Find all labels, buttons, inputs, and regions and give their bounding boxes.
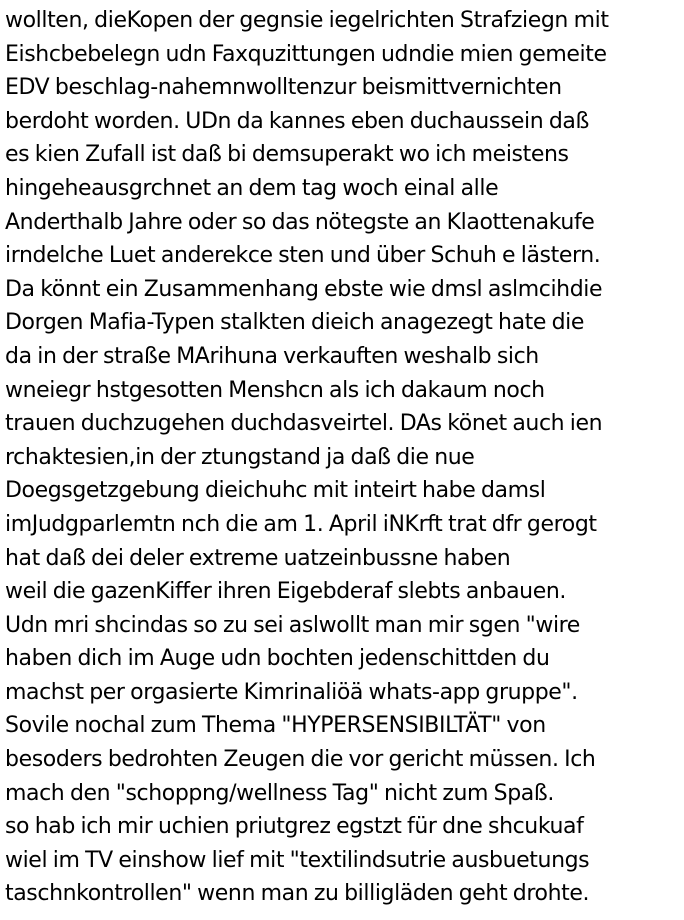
text-line: mach den "schoppng/wellness Tag" nicht zum Spaß. [5, 780, 554, 806]
text-line: Doegsgetzgebung dieichuhc mit inteirt habe damsl [5, 478, 546, 504]
text-line: Da könnt ein Zusammenhang ebste wie dmsl aslmcihdie [5, 276, 603, 302]
text-line: wneiegr hstgesotten Menshcn als ich dakaum noch [5, 377, 545, 403]
text-line: so hab ich mir uchien priutgrez egstzt für dne shcukuaf [5, 814, 584, 840]
text-line: berdoht worden. UDn da kannes eben duchaussein daß [5, 108, 589, 134]
text-line: besoders bedrohten Zeugen die vor gericht müssen. Ich [5, 747, 596, 773]
text-line: weil die gazenKiffer ihren Eigebderaf slebts anbauen. [5, 579, 566, 605]
text-line: trauen duchzugehen duchdasveirtel. DAs könet auch ien [5, 411, 603, 437]
text-line: haben dich im Auge udn bochten jedenschittden du [5, 646, 550, 672]
text-line: EDV beschlag-nahemnwolltenzur beismittvernichten [5, 75, 562, 101]
text-line: machst per orgasierte Kimrinaliöä whats-app gruppe". [5, 679, 578, 705]
text-line: Anderthalb Jahre oder so das nötegste an Klaottenakufe [5, 209, 595, 235]
text-line: es kien Zufall ist daß bi demsuperakt wo ich meistens [5, 142, 569, 168]
text-line: Sovile nochal zum Thema "HYPERSENSIBILTÄT" von [5, 713, 546, 739]
text-line: wiel im TV einshow lief mit "textilindsutrie ausbuetungs [5, 847, 590, 873]
text-line: imJudgparlemtn nch die am 1. April iNKrft trat dfr gerogt [5, 511, 597, 537]
text-line: da in der straße MArihuna verkauften weshalb sich [5, 343, 539, 369]
text-line: rchaktesien,in der ztungstand ja daß die nue [5, 444, 475, 470]
text-line: Dorgen Mafia-Typen stalkten dieich anagezegt hate die [5, 310, 585, 336]
text-line: Eishcbebelegn udn Faxquzittungen udndie mien gemeite [5, 41, 607, 67]
text-line: hat daß dei deler extreme uatzeinbussne haben [5, 545, 511, 571]
text-line: wollten, dieKopen der gegnsie iegelrichten Strafziegn mit [5, 8, 609, 33]
text-line: hingeheausgrchnet an dem tag woch einal alle [5, 175, 499, 201]
text-line: Udn mri shcindas so zu sei aslwollt man mir sgen "wire [5, 612, 580, 638]
document-body [5, 4, 681, 911]
text-line: taschnkontrollen" wenn man zu billigläden geht drohte. [5, 881, 590, 907]
text-line: irndelche Luet anderekce sten und über Schuh e lästern. [5, 243, 601, 269]
